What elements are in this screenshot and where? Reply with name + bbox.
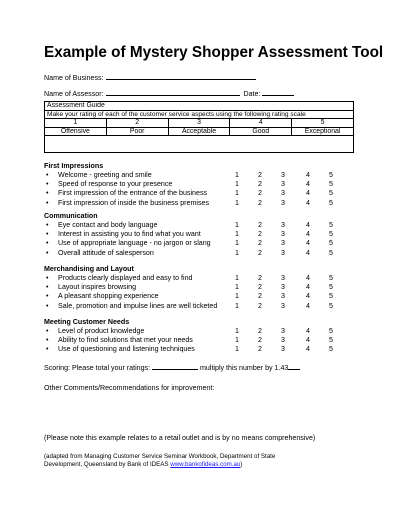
rating-option-3[interactable]: 3: [281, 327, 285, 335]
credit-line-1: (adapted from Managing Customer Service Seminar Workbook, Department of State: [44, 453, 276, 460]
credit-line-2-prefix: Development, Queensland by Bank of IDEAS: [44, 461, 171, 468]
total-ratings-line[interactable]: [152, 362, 198, 370]
criterion-label: Level of product knowledge: [58, 327, 145, 335]
rating-option-4[interactable]: 4: [306, 327, 310, 335]
rating-option-4[interactable]: 4: [306, 301, 310, 310]
criterion-label: Products clearly displayed and easy to find: [58, 274, 193, 282]
rating-option-1[interactable]: 1: [235, 283, 239, 292]
scale-label: Poor: [106, 127, 168, 136]
rating-option-4[interactable]: 4: [306, 189, 310, 198]
scale-number: 4: [230, 119, 292, 128]
date-label: Date:: [243, 90, 261, 98]
rating-row: [44, 302, 354, 311]
rating-option-3[interactable]: 3: [281, 239, 285, 248]
rating-option-4[interactable]: 4: [306, 239, 310, 248]
rating-option-4[interactable]: 4: [306, 171, 310, 179]
scale-number: 1: [45, 119, 107, 128]
rating-row: [44, 345, 354, 354]
page-title: Example of Mystery Shopper Assessment Tool: [44, 44, 384, 61]
rating-option-3[interactable]: 3: [281, 274, 285, 282]
rating-option-2[interactable]: 2: [258, 198, 262, 207]
rating-option-2[interactable]: 2: [258, 301, 262, 310]
rating-option-3[interactable]: 3: [281, 230, 285, 239]
bullet-icon: •: [46, 345, 49, 354]
scoring-suffix: multiply this number by 1.43: [198, 364, 289, 372]
scale-label: Exceptional: [292, 127, 354, 136]
rating-option-2[interactable]: 2: [258, 221, 262, 229]
rating-option-1[interactable]: 1: [235, 239, 239, 248]
bullet-icon: •: [46, 189, 49, 198]
assessor-name-line[interactable]: [106, 88, 240, 96]
criterion-label: A pleasant shopping experience: [58, 292, 159, 301]
bullet-icon: •: [46, 171, 49, 179]
credit-line-2: [44, 461, 242, 469]
bullet-icon: •: [46, 283, 49, 292]
criterion-label: Use of questioning and listening techniques: [58, 345, 195, 354]
rating-option-2[interactable]: 2: [258, 180, 262, 189]
scale-label: Acceptable: [168, 127, 230, 136]
bullet-icon: •: [46, 248, 49, 257]
criterion-label: Ability to find solutions that met your needs: [58, 336, 193, 345]
rating-option-4[interactable]: 4: [306, 248, 310, 257]
section-heading: First Impressions: [44, 162, 104, 170]
rating-option-5[interactable]: 5: [329, 327, 333, 335]
bullet-icon: •: [46, 230, 49, 239]
rating-option-2[interactable]: 2: [258, 171, 262, 179]
rating-row: [44, 249, 354, 258]
bullet-icon: •: [46, 336, 49, 345]
rating-option-1[interactable]: 1: [235, 345, 239, 354]
rating-option-5[interactable]: 5: [329, 283, 333, 292]
rating-option-5[interactable]: 5: [329, 230, 333, 239]
bullet-icon: •: [46, 221, 49, 229]
scale-label: Good: [230, 127, 292, 136]
scale-number: 3: [168, 119, 230, 128]
rating-row: [44, 327, 354, 336]
rating-option-5[interactable]: 5: [329, 248, 333, 257]
rating-option-2[interactable]: 2: [258, 283, 262, 292]
rating-option-2[interactable]: 2: [258, 327, 262, 335]
rating-option-3[interactable]: 3: [281, 221, 285, 229]
disclaimer-note: (Please note this example relates to a retail outlet and is by no means comprehensive): [44, 434, 316, 442]
criterion-label: First impression of inside the business premises: [58, 198, 209, 207]
rating-option-4[interactable]: 4: [306, 198, 310, 207]
business-name-field: [44, 72, 256, 82]
rating-option-1[interactable]: 1: [235, 198, 239, 207]
rating-option-3[interactable]: 3: [281, 189, 285, 198]
bullet-icon: •: [46, 301, 49, 310]
criterion-label: Welcome - greeting and smile: [58, 171, 152, 179]
date-line[interactable]: [262, 88, 294, 96]
section-heading: Meeting Customer Needs: [44, 318, 130, 326]
criterion-label: Speed of response to your presence: [58, 180, 173, 189]
rating-option-3[interactable]: 3: [281, 292, 285, 301]
guide-instruction: Make your rating of each of the customer service aspects using the following rating scale: [45, 110, 354, 119]
rating-option-2[interactable]: 2: [258, 336, 262, 345]
criterion-label: Overall attitude of salesperson: [58, 248, 154, 257]
rating-option-3[interactable]: 3: [281, 171, 285, 179]
rating-option-1[interactable]: 1: [235, 230, 239, 239]
rating-option-1[interactable]: 1: [235, 171, 239, 179]
rating-option-1[interactable]: 1: [235, 327, 239, 335]
rating-option-3[interactable]: 3: [281, 248, 285, 257]
criterion-label: Interest in assisting you to find what you want: [58, 230, 201, 239]
rating-option-5[interactable]: 5: [329, 171, 333, 179]
rating-option-4[interactable]: 4: [306, 345, 310, 354]
rating-option-4[interactable]: 4: [306, 230, 310, 239]
rating-option-1[interactable]: 1: [235, 248, 239, 257]
rating-option-3[interactable]: 3: [281, 336, 285, 345]
rating-row: [44, 171, 354, 180]
bullet-icon: •: [46, 292, 49, 301]
guide-blank-row: [45, 136, 354, 153]
rating-row: [44, 274, 354, 283]
assessor-name-field: [44, 88, 294, 98]
bullet-icon: •: [46, 180, 49, 189]
rating-option-3[interactable]: 3: [281, 301, 285, 310]
criterion-label: Use of appropriate language - no jargon or slang: [58, 239, 211, 248]
rating-option-1[interactable]: 1: [235, 336, 239, 345]
rating-option-3[interactable]: 3: [281, 345, 285, 354]
final-score-line[interactable]: [288, 362, 300, 370]
section-heading: Communication: [44, 212, 98, 220]
assessment-guide-table: [44, 101, 354, 153]
rating-option-2[interactable]: 2: [258, 239, 262, 248]
rating-option-1[interactable]: 1: [235, 221, 239, 229]
rating-row: [44, 292, 354, 301]
rating-option-5[interactable]: 5: [329, 180, 333, 189]
business-name-label: Name of Business:: [44, 74, 104, 82]
bullet-icon: •: [46, 198, 49, 207]
rating-row: [44, 189, 354, 198]
comments-label: Other Comments/Recommendations for improvement:: [44, 384, 215, 392]
rating-option-5[interactable]: 5: [329, 301, 333, 310]
rating-option-5[interactable]: 5: [329, 198, 333, 207]
rating-row: [44, 230, 354, 239]
rating-option-2[interactable]: 2: [258, 345, 262, 354]
rating-option-4[interactable]: 4: [306, 180, 310, 189]
rating-option-2[interactable]: 2: [258, 189, 262, 198]
rating-option-3[interactable]: 3: [281, 180, 285, 189]
section-heading: Merchandising and Layout: [44, 265, 134, 273]
rating-option-1[interactable]: 1: [235, 180, 239, 189]
criterion-label: Layout inspires browsing: [58, 283, 137, 292]
rating-option-5[interactable]: 5: [329, 239, 333, 248]
rating-option-4[interactable]: 4: [306, 221, 310, 229]
scale-number: 5: [292, 119, 354, 128]
rating-row: [44, 221, 354, 230]
rating-option-2[interactable]: 2: [258, 248, 262, 257]
rating-option-5[interactable]: 5: [329, 221, 333, 229]
rating-row: [44, 283, 354, 292]
rating-row: [44, 239, 354, 248]
rating-option-2[interactable]: 2: [258, 274, 262, 282]
rating-option-5[interactable]: 5: [329, 189, 333, 198]
rating-option-1[interactable]: 1: [235, 189, 239, 198]
rating-option-2[interactable]: 2: [258, 230, 262, 239]
rating-option-3[interactable]: 3: [281, 198, 285, 207]
criterion-label: First impression of the entrance of the business: [58, 189, 208, 198]
scoring-line: [44, 362, 300, 372]
rating-row: [44, 180, 354, 189]
rating-option-4[interactable]: 4: [306, 292, 310, 301]
rating-option-4[interactable]: 4: [306, 283, 310, 292]
criterion-label: Sale, promotion and impulse lines are well ticketed: [58, 301, 218, 310]
bullet-icon: •: [46, 327, 49, 335]
rating-row: [44, 199, 354, 208]
rating-option-1[interactable]: 1: [235, 274, 239, 282]
scale-number: 2: [106, 119, 168, 128]
bullet-icon: •: [46, 274, 49, 282]
bank-of-ideas-link[interactable]: www.bankofideas.com.au: [170, 461, 241, 468]
rating-option-1[interactable]: 1: [235, 301, 239, 310]
rating-option-5[interactable]: 5: [329, 345, 333, 354]
rating-row: [44, 336, 354, 345]
rating-option-5[interactable]: 5: [329, 274, 333, 282]
criterion-label: Eye contact and body language: [58, 221, 158, 229]
rating-option-1[interactable]: 1: [235, 292, 239, 301]
scoring-prefix: Scoring: Please total your ratings:: [44, 364, 153, 372]
rating-option-5[interactable]: 5: [329, 336, 333, 345]
scale-label: Offensive: [45, 127, 107, 136]
rating-option-4[interactable]: 4: [306, 274, 310, 282]
rating-option-4[interactable]: 4: [306, 336, 310, 345]
business-name-line[interactable]: [106, 72, 256, 80]
rating-option-5[interactable]: 5: [329, 292, 333, 301]
bullet-icon: •: [46, 239, 49, 248]
guide-heading: Assessment Guide: [45, 102, 354, 111]
rating-option-2[interactable]: 2: [258, 292, 262, 301]
assessor-name-label: Name of Assessor:: [44, 90, 104, 98]
credit-line-2-suffix: ): [240, 461, 243, 468]
rating-option-3[interactable]: 3: [281, 283, 285, 292]
